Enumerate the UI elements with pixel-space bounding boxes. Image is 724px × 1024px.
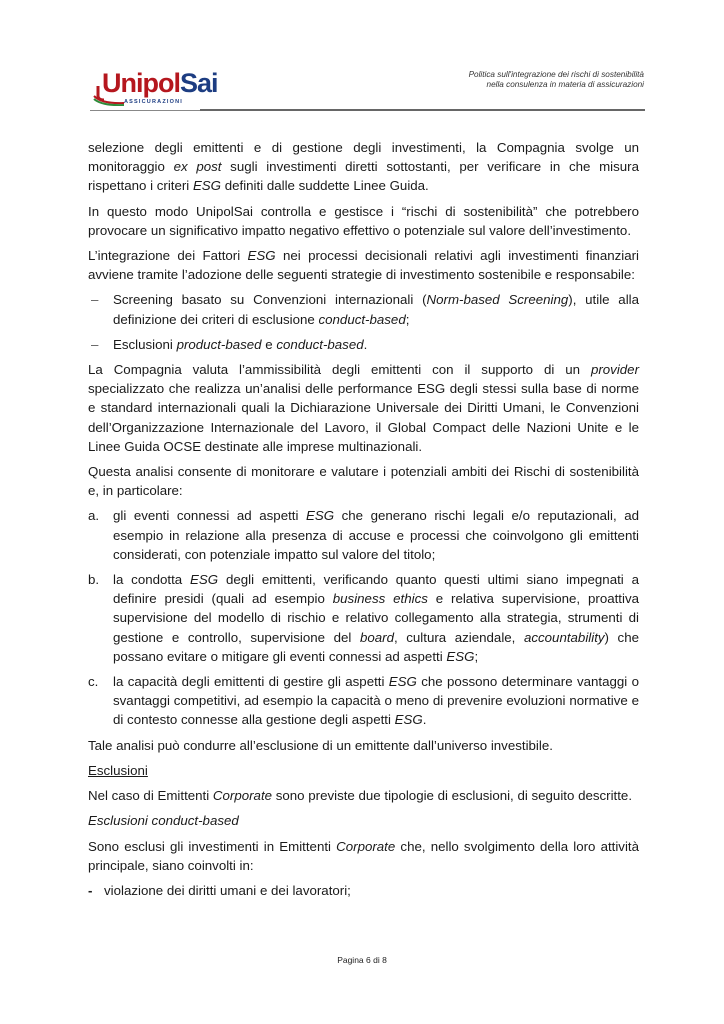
text: Screening basato su Convenzioni internazionali ( — [113, 292, 427, 308]
text: selezione degli emittenti e di gestione degli investimenti, la Compagnia svolge un monitoraggio — [88, 140, 639, 175]
list-marker: c. — [88, 674, 99, 690]
text: definiti dalle suddette Linee Guida. — [221, 178, 429, 194]
header-divider — [200, 109, 645, 111]
italic-text: ex post — [173, 159, 222, 175]
paragraph-conduct-exclusions — [88, 837, 639, 875]
italic-text: accountability — [523, 629, 605, 645]
text: la capacità degli emittenti di gestire gli aspetti — [113, 674, 389, 690]
italic-text: ESG — [192, 178, 222, 194]
text: ) che possano evitare o mitigare gli eventi connessi ad aspetti — [113, 629, 640, 664]
strategies-list — [88, 290, 639, 354]
document-header-title — [469, 70, 644, 90]
list-marker: a. — [88, 508, 100, 524]
text: Esclusioni — [113, 336, 177, 352]
paragraph-exclusion-outcome: Tale analisi può condurre all’esclusione di un emittente dall’universo investibile. — [88, 737, 553, 753]
header-title-line2: nella consulenza in materia di assicurazioni — [486, 80, 644, 89]
text: , cultura aziendale, — [393, 629, 524, 645]
page-number: Pagina 6 di 8 — [337, 955, 387, 965]
logo-wordmark — [102, 68, 218, 99]
list-item — [88, 290, 639, 328]
text: e relativa supervisione, proattiva supervisione del modello di rischio e relativo collegamento alla strategia, strumenti di gestione e controllo, supervisione del — [113, 591, 640, 645]
italic-text: ESG — [394, 712, 423, 728]
text: La Compagnia valuta l’ammissibilità degli emittenti con il supporto di un — [88, 362, 591, 378]
text: degli emittenti, verificando quanto questi ultimi siano impegnati a definire presidi (quali ad esempio — [113, 572, 639, 607]
italic-text: conduct-based — [276, 336, 364, 352]
text: e — [261, 336, 277, 352]
italic-text: ESG — [446, 648, 475, 664]
dash-bullet-icon: - — [88, 882, 93, 898]
italic-text: product-based — [176, 336, 262, 352]
italic-text: ESG — [247, 248, 276, 264]
section-heading-exclusions: Esclusioni — [88, 762, 148, 778]
unipolsai-logo — [92, 68, 218, 108]
paragraph-monitoring — [88, 138, 639, 196]
text: la condotta — [113, 572, 191, 588]
paragraph-exclusion-types — [88, 786, 639, 805]
list-item — [88, 506, 639, 564]
paragraph-risk-control: In questo modo UnipolSai controlla e gestisce i “rischi di sostenibilità” che potrebbero provocare un significativo impatto negativo effettivo o potenziale sul valore dell’investimento. — [88, 203, 639, 238]
logo-subtitle: ASSICURAZIONI — [124, 99, 183, 105]
italic-text: Norm-based Screening — [426, 292, 569, 308]
text: sono previste due tipologie di esclusioni, di seguito descritte. — [272, 788, 633, 804]
text: L’integrazione dei Fattori — [88, 248, 248, 264]
text: ), utile alla definizione dei criteri di esclusione — [113, 292, 639, 327]
italic-text: Corporate — [212, 788, 273, 804]
text: sugli investimenti diretti sottostanti, per verificare in che misura rispettano i criteri — [88, 159, 639, 194]
header-divider-left — [90, 110, 200, 111]
logo-brand-part1: Unipol — [102, 68, 180, 98]
text: ; — [474, 648, 479, 664]
list-item — [88, 335, 639, 354]
list-marker: b. — [88, 572, 100, 588]
italic-text: ESG — [305, 508, 335, 524]
text: nei processi decisionali relativi agli investimenti finanziari avviene tramite l’adozione delle seguenti strategie di investimento sostenibile e responsabile: — [88, 248, 639, 283]
text: gli eventi connessi ad aspetti — [113, 508, 306, 524]
list-item — [88, 881, 639, 900]
text: . — [363, 336, 368, 352]
paragraph-esg-integration — [88, 246, 639, 284]
list-item — [88, 672, 639, 730]
text: che generano rischi legali e/o reputazionali, ad esempio in relazione alla presenza di accuse e processi che coinvolgono gli emittenti considerati, con potenziale impatto sul valore del titolo; — [113, 508, 639, 562]
conduct-exclusions-list — [88, 881, 639, 900]
italic-text: board — [359, 629, 394, 645]
logo-brand-part2: Sai — [179, 68, 218, 98]
document-body — [88, 138, 639, 906]
paragraph-analysis-scope: Questa analisi consente di monitorare e valutare i potenziali ambiti dei Rischi di sostenibilità e, in particolare: — [88, 464, 639, 499]
italic-text: provider — [590, 362, 639, 378]
text: violazione dei diritti umani e dei lavoratori; — [104, 882, 351, 898]
text: . — [422, 712, 427, 728]
italic-heading: Esclusioni conduct-based — [88, 813, 239, 829]
dash-bullet-icon: – — [91, 292, 99, 308]
paragraph-provider-assessment — [88, 360, 639, 456]
subsection-heading-conduct-based — [88, 811, 639, 830]
italic-text: Corporate — [336, 838, 396, 854]
italic-text: ESG — [388, 674, 417, 690]
risk-areas-list — [88, 506, 639, 729]
text: specializzato che realizza un’analisi delle performance ESG degli stessi sulla base di norme e standard internazionali quali la Dichiarazione Universale dei Diritti Umani, le Convenzioni dell’Organizzazione Internazionale del Lavoro, il Global Compact delle Nazioni Unite e le Linee Guida OCSE destinate alle imprese multinazionali. — [88, 381, 639, 454]
italic-text: conduct-based — [318, 311, 406, 327]
italic-text: ESG — [190, 572, 219, 588]
text: che, nello svolgimento della loro attività principale, siano coinvolti in: — [88, 838, 640, 873]
text: Sono esclusi gli investimenti in Emittenti — [88, 838, 337, 854]
italic-text: business ethics — [332, 591, 428, 607]
dash-bullet-icon: – — [91, 336, 99, 352]
text: Nel caso di Emittenti — [88, 788, 213, 804]
list-item — [88, 570, 639, 666]
text: ; — [405, 311, 410, 327]
text: che possono determinare vantaggi o svantaggi competitivi, ad esempio la capacità o meno di prevenire evoluzioni normative e di contesto connesse alla gestione degli aspetti — [113, 674, 639, 728]
header-title-line1: Politica sull'integrazione dei rischi di sostenibilità — [468, 70, 644, 79]
